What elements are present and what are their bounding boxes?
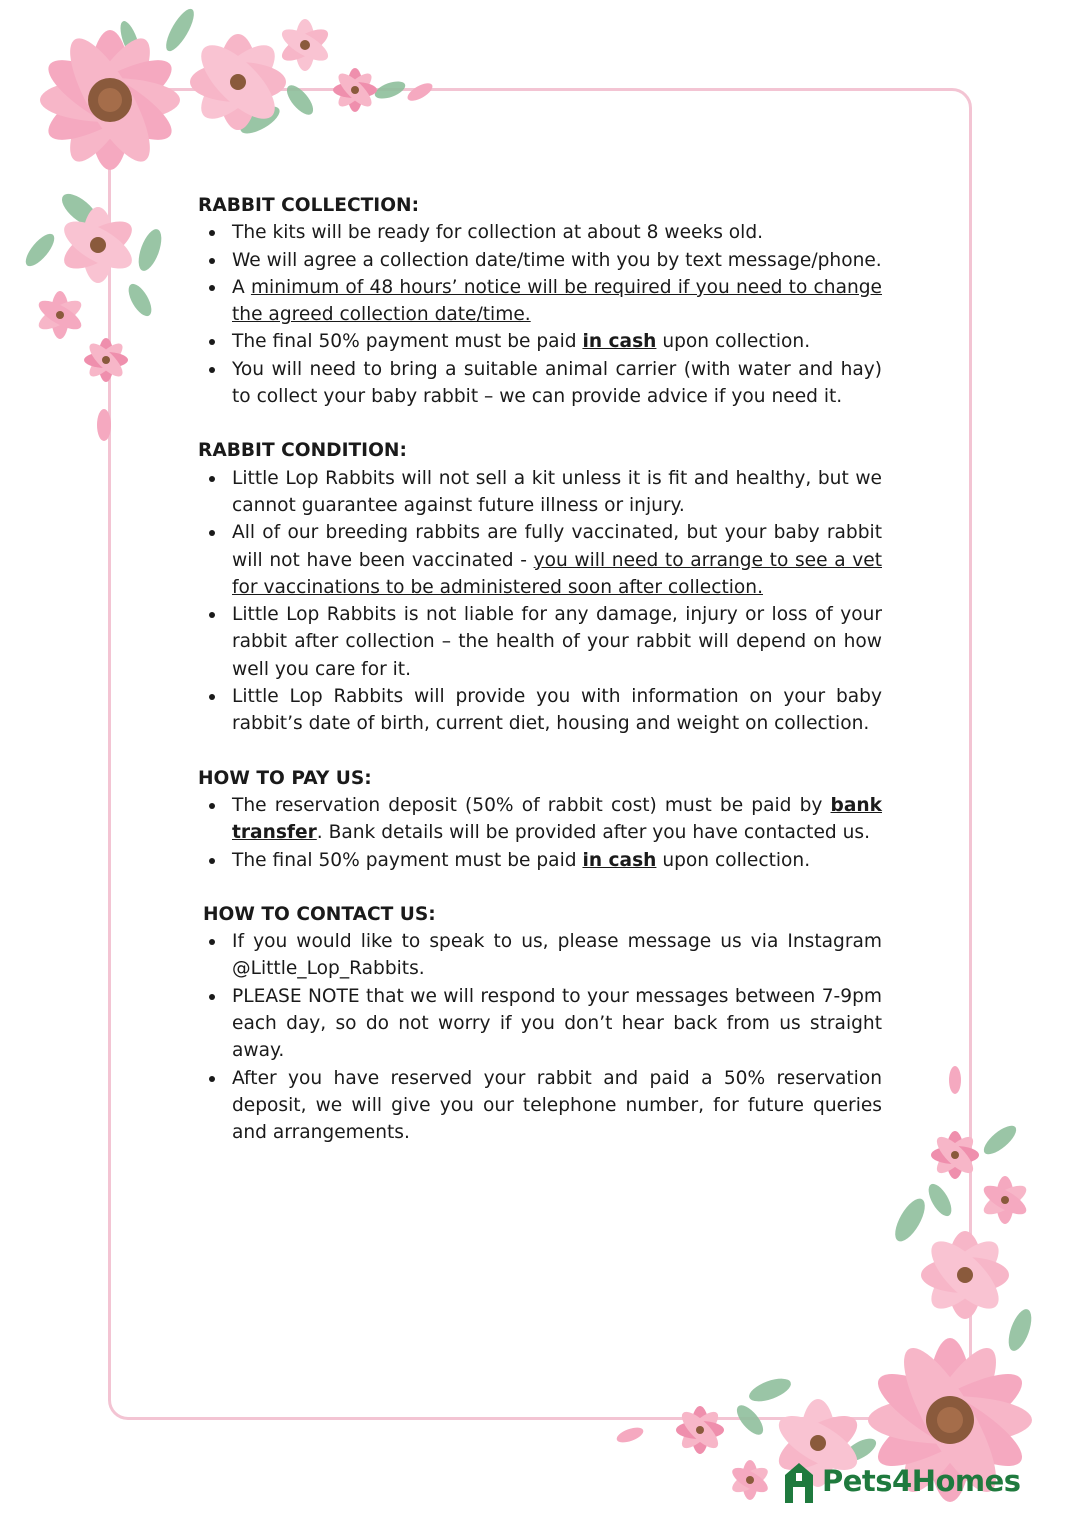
section-heading: HOW TO PAY US: bbox=[198, 767, 372, 789]
logo-text: Pets4Homes bbox=[822, 1464, 1021, 1498]
text-segment: The final 50% payment must be paid bbox=[232, 331, 583, 353]
bullet-list bbox=[198, 928, 882, 1146]
list-item bbox=[198, 601, 882, 683]
section-heading: RABBIT COLLECTION: bbox=[198, 195, 420, 216]
list-item bbox=[198, 519, 882, 601]
text-segment: PLEASE NOTE that we will respond to your messages between 7-9pm each day, so do not worry if you don’t hear back from us straight away. bbox=[232, 985, 882, 1062]
emphasized-text: in cash bbox=[582, 849, 657, 871]
text-segment: If you would like to speak to us, please message us via Instagram @Little_Lop_Rabbits. bbox=[232, 931, 882, 980]
text-segment: Little Lop Rabbits will provide you with information on your baby rabbit’s date of birth, current diet, housing and weight on collection. bbox=[232, 686, 882, 735]
pets4homes-logo-icon bbox=[782, 1459, 816, 1503]
section bbox=[198, 765, 882, 874]
section bbox=[198, 901, 882, 1147]
emphasized-text: minimum of 48 hours’ notice will be required if you need to change the agreed collection date/time. bbox=[232, 276, 882, 326]
section bbox=[198, 192, 882, 410]
text-segment: The kits will be ready for collection at about 8 weeks old. bbox=[232, 222, 764, 244]
list-item bbox=[198, 928, 882, 983]
section bbox=[198, 437, 882, 737]
text-segment: upon collection. bbox=[656, 849, 811, 871]
list-item bbox=[198, 219, 882, 246]
bullet-list bbox=[198, 219, 882, 410]
text-segment: upon collection. bbox=[656, 331, 811, 353]
list-item bbox=[198, 274, 882, 329]
text-segment: A bbox=[232, 276, 251, 298]
list-item bbox=[198, 847, 882, 874]
list-item bbox=[198, 983, 882, 1065]
section-heading: HOW TO CONTACT US: bbox=[203, 903, 436, 925]
text-segment: We will agree a collection date/time with you by text message/phone. bbox=[232, 249, 882, 271]
list-item bbox=[198, 683, 882, 738]
emphasized-text: bank transfer bbox=[232, 794, 882, 844]
bullet-list bbox=[198, 792, 882, 874]
list-item bbox=[198, 328, 882, 355]
list-item bbox=[198, 356, 882, 411]
bullet-list bbox=[198, 465, 882, 738]
list-item bbox=[198, 465, 882, 520]
emphasized-text: you will need to arrange to see a vet for vaccinations to be administered soon after collection. bbox=[232, 549, 882, 598]
list-item bbox=[198, 247, 882, 274]
text-segment: . Bank details will be provided after you have contacted us. bbox=[316, 822, 870, 844]
text-segment: The reservation deposit (50% of rabbit cost) must be paid by bbox=[232, 794, 831, 816]
text-segment: All of our breeding rabbits are fully vaccinated, but your baby rabbit will not have been vaccinated - bbox=[232, 522, 882, 571]
text-segment: Little Lop Rabbits will not sell a kit unless it is fit and healthy, but we cannot guarantee against future illness or injury. bbox=[232, 467, 882, 516]
text-segment: After you have reserved your rabbit and paid a 50% reservation deposit, we will give you our telephone number, for future queries and arrangements. bbox=[232, 1067, 882, 1144]
emphasized-text: in cash bbox=[582, 331, 657, 353]
pets4homes-logo bbox=[782, 1456, 1034, 1506]
list-item bbox=[198, 1065, 882, 1147]
section-heading: RABBIT CONDITION: bbox=[198, 440, 407, 462]
document-body bbox=[198, 192, 882, 1174]
list-item bbox=[198, 792, 882, 847]
text-segment: The final 50% payment must be paid bbox=[232, 849, 583, 871]
text-segment: Little Lop Rabbits is not liable for any damage, injury or loss of your rabbit after collection – the health of your rabbit will depend on how well you care for it. bbox=[232, 604, 882, 680]
text-segment: You will need to bring a suitable animal carrier (with water and hay) to collect your baby rabbit – we can provide advice if you need it. bbox=[232, 358, 882, 408]
